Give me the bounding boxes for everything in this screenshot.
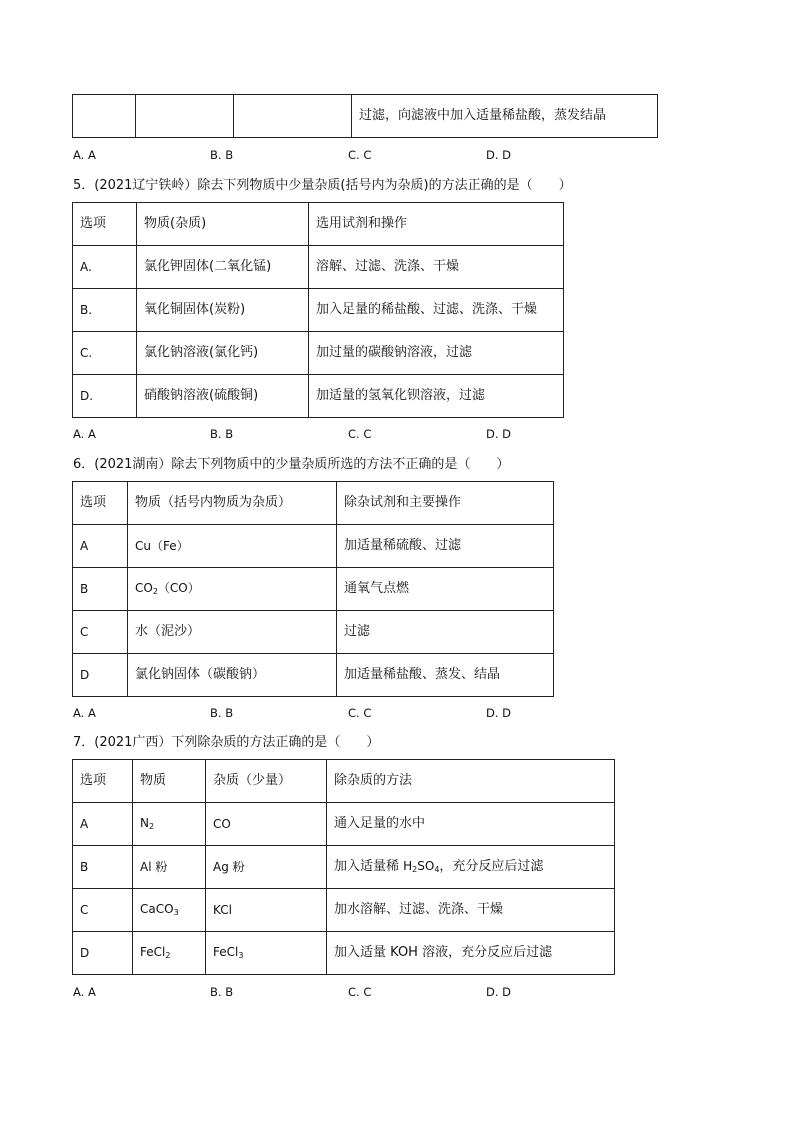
q6-table xyxy=(72,481,554,697)
choice-c: C. C xyxy=(348,427,372,441)
q6-header-method: 除杂试剂和主要操作 xyxy=(337,482,554,525)
table-row: A. 氯化钾固体(二氧化锰) 溶解、过滤、洗涤、干燥 xyxy=(73,246,564,289)
q7-header-substance: 物质 xyxy=(133,760,206,803)
table-row: D 氯化钠固体（碳酸钠） 加适量稀盐酸、蒸发、结晶 xyxy=(73,654,554,697)
choice-a: A. A xyxy=(73,985,96,999)
table-row: C CaCO$_3$ KCl 加水溶解、过滤、洗涤、干燥 xyxy=(73,889,615,932)
choice-b: B. B xyxy=(210,706,234,720)
top-cell-2 xyxy=(136,95,234,138)
choice-c: C. C xyxy=(348,985,372,999)
question-6: 6．(2021湖南）除去下列物质中的少量杂质所选的方法不正确的是（ ） xyxy=(73,457,510,472)
top-cell-1 xyxy=(73,95,136,138)
question-7: 7．(2021广西）下列除杂质的方法正确的是（ ） xyxy=(73,735,380,750)
table-row: D. 硝酸钠溶液(硫酸铜) 加适量的氢氧化钡溶液，过滤 xyxy=(73,375,564,418)
choice-c: C. C xyxy=(348,706,372,720)
q5-header-option: 选项 xyxy=(73,203,137,246)
choice-a: A. A xyxy=(73,148,96,162)
choice-d: D. D xyxy=(486,706,512,720)
choice-d: D. D xyxy=(486,985,512,999)
q5-header-substance: 物质(杂质) xyxy=(137,203,309,246)
table-row: B. 氧化铜固体(炭粉) 加入足量的稀盐酸、过滤、洗涤、干燥 xyxy=(73,289,564,332)
table-row: A Cu（Fe） 加适量稀硫酸、过滤 xyxy=(73,525,554,568)
table-row: C 水（泥沙） 过滤 xyxy=(73,611,554,654)
q7-table xyxy=(72,759,615,975)
table-row: A $N_2$ CO 通入足量的水中 xyxy=(73,803,615,846)
q7-header-impurity: 杂质（少量） xyxy=(206,760,327,803)
choice-d: D. D xyxy=(486,427,512,441)
q5-table xyxy=(72,202,564,418)
choice-a: A. A xyxy=(73,706,96,720)
q5-header-method: 选用试剂和操作 xyxy=(309,203,564,246)
table-row: B $CO_2(CO)$ 通氧气点燃 xyxy=(73,568,554,611)
q6-header-substance: 物质（括号内物质为杂质） xyxy=(128,482,337,525)
top-cell-method: 过滤，向滤液中加入适量稀盐酸，蒸发结晶 xyxy=(352,95,658,138)
question-5: 5．(2021辽宁铁岭）除去下列物质中少量杂质(括号内为杂质)的方法正确的是（ ） xyxy=(73,178,572,193)
choice-c: C. C xyxy=(348,148,372,162)
q7-header-option: 选项 xyxy=(73,760,133,803)
table-row: C. 氯化钠溶液(氯化钙) 加过量的碳酸钠溶液，过滤 xyxy=(73,332,564,375)
choice-b: B. B xyxy=(210,985,234,999)
table-row: B Al 粉 Ag 粉 加入适量稀 $H_2SO_4$，充分反应后过滤 xyxy=(73,846,615,889)
table-row: D FeCl$_2$ FeCl$_3$ 加入适量 KOH 溶液，充分反应后过滤 xyxy=(73,932,615,975)
choice-a: A. A xyxy=(73,427,96,441)
choice-b: B. B xyxy=(210,148,234,162)
q6-header-option: 选项 xyxy=(73,482,128,525)
top-table xyxy=(72,94,658,138)
choice-b: B. B xyxy=(210,427,234,441)
q7-header-method: 除杂质的方法 xyxy=(327,760,615,803)
top-cell-3 xyxy=(234,95,352,138)
choice-d: D. D xyxy=(486,148,512,162)
